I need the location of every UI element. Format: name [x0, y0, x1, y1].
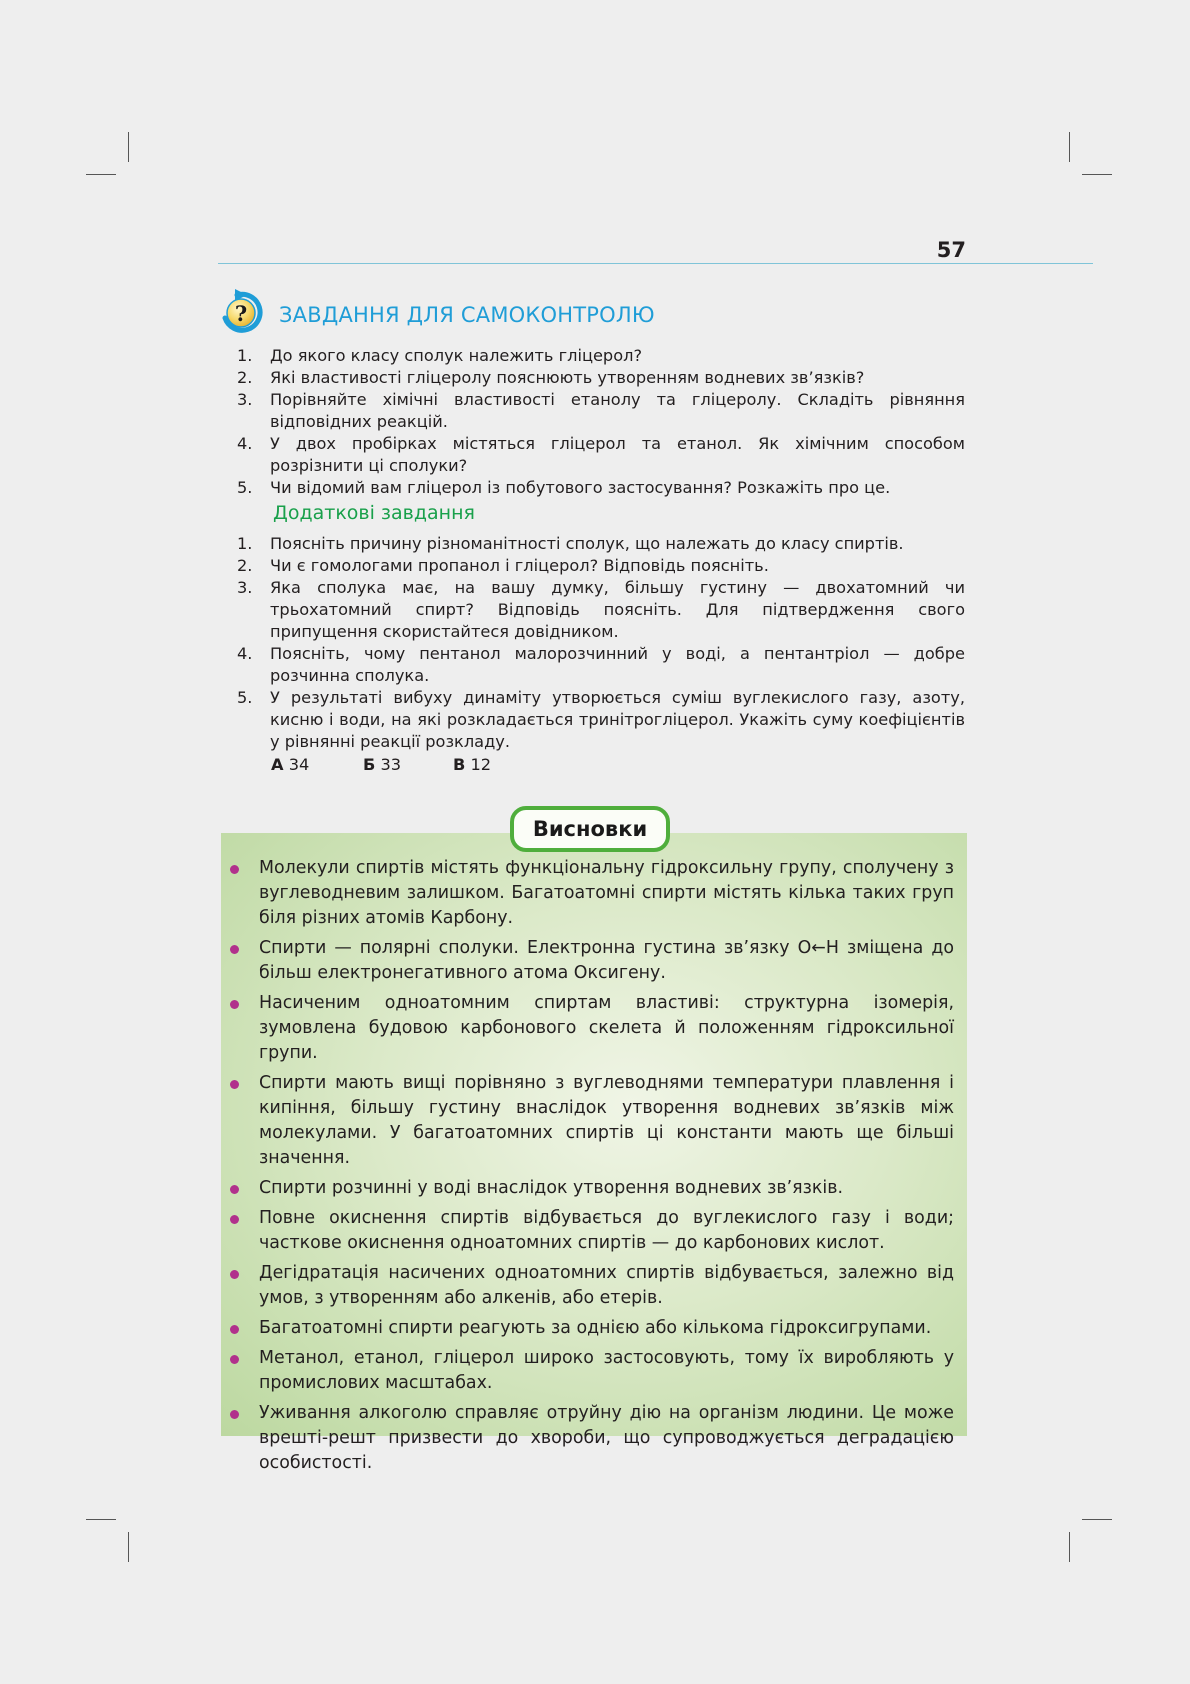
- page-number: 57: [936, 238, 966, 262]
- answer-options: [271, 754, 491, 776]
- list-item: [230, 991, 954, 1066]
- task-number: 2.: [237, 368, 253, 387]
- list-item: [230, 577, 965, 643]
- list-item: [230, 367, 965, 389]
- task-number: 3.: [237, 578, 253, 597]
- list-item: [230, 856, 954, 931]
- task-text: Поясніть, чому пентанол малорозчинний у воді, а пентантріол — добре розчинна сполука.: [270, 644, 965, 685]
- task-number: 5.: [237, 688, 253, 707]
- svg-text:?: ?: [234, 301, 248, 326]
- task-text: Чи є гомологами пропанол і гліцерол? Відповідь поясніть.: [270, 556, 769, 575]
- crop-mark: [1069, 132, 1070, 162]
- list-item: [230, 389, 965, 433]
- crop-mark: [86, 1519, 116, 1520]
- crop-mark: [1069, 1532, 1070, 1562]
- list-item: [230, 1071, 954, 1171]
- list-item: [230, 345, 965, 367]
- list-item: [230, 643, 965, 687]
- bullet-icon: [230, 1215, 239, 1224]
- header-rule: [218, 263, 1093, 264]
- list-item: [230, 555, 965, 577]
- conclusion-text: Насиченим одноатомним спиртам властиві: структурна ізомерія, зумовлена будовою карбонового скелета й положенням гідроксильної групи.: [259, 993, 954, 1063]
- task-text: Чи відомий вам гліцерол із побутового застосування? Розкажіть про це.: [270, 478, 891, 497]
- task-number: 1.: [237, 346, 253, 365]
- task-text: Яка сполука має, на вашу думку, більшу густину — двохатомний чи трьохатомний спирт? Відповідь поясніть. Для підтвердження свого припущення скористайтеся довідником.: [270, 578, 965, 641]
- question-mark-icon: [217, 288, 265, 336]
- list-item: [230, 1206, 954, 1256]
- answer-value: 12: [470, 755, 492, 774]
- extra-tasks-title: Додаткові завдання: [273, 502, 475, 524]
- list-item: [230, 936, 954, 986]
- task-number: 4.: [237, 644, 253, 663]
- bullet-icon: [230, 1270, 239, 1279]
- task-text: До якого класу сполук належить гліцерол?: [270, 346, 643, 365]
- task-text: У результаті вибуху динаміту утворюється суміш вуглекислого газу, азоту, кисню і води, на які розкладається тринітрогліцерол. Укажіть суму коефіцієнтів у рівнянні реакції розкладу.: [270, 688, 965, 751]
- conclusion-text: Спирти розчинні у воді внаслідок утворення водневих зв’язків.: [259, 1178, 843, 1198]
- list-item: [230, 1401, 954, 1476]
- list-item: [230, 1261, 954, 1311]
- conclusion-text: Дегідратація насичених одноатомних спиртів відбувається, залежно від умов, з утворенням або алкенів, або етерів.: [259, 1263, 954, 1308]
- conclusions-title: Висновки: [510, 806, 670, 852]
- conclusion-text: Метанол, етанол, гліцерол широко застосовують, тому їх виробляють у промислових масштабах.: [259, 1348, 954, 1393]
- conclusion-text: Повне окиснення спиртів відбувається до вуглекислого газу і води; часткове окиснення одноатомних спиртів — до карбонових кислот.: [259, 1208, 954, 1253]
- conclusion-text: Спирти — полярні сполуки. Електронна густина зв’язку O←H зміщена до більш електронегативного атома Оксигену.: [259, 938, 954, 983]
- bullet-icon: [230, 1000, 239, 1009]
- answer-letter: Б: [363, 755, 376, 774]
- list-item: [230, 687, 965, 753]
- list-item: [230, 1176, 954, 1201]
- self-control-task-list: [230, 345, 965, 499]
- bullet-icon: [230, 1355, 239, 1364]
- list-item: [230, 433, 965, 477]
- task-number: 5.: [237, 478, 253, 497]
- bullet-icon: [230, 1325, 239, 1334]
- conclusion-text: Спирти мають вищі порівняно з вуглеводнями температури плавлення і кипіння, більшу густину внаслідок утворення водневих зв’язків між молекулами. У багатоатомних спиртів ці константи мають ще більші значення.: [259, 1073, 954, 1168]
- bullet-icon: [230, 1410, 239, 1419]
- task-number: 2.: [237, 556, 253, 575]
- extra-task-list: [230, 533, 965, 753]
- list-item: [230, 477, 965, 499]
- conclusion-text: Молекули спиртів містять функціональну гідроксильну групу, сполучену з вуглеводневим залишком. Багатоатомні спирти містять кілька таких груп біля різних атомів Карбону.: [259, 858, 954, 928]
- list-item: [230, 1346, 954, 1396]
- conclusion-text: Багатоатомні спирти реагують за однією або кількома гідроксигрупами.: [259, 1318, 932, 1338]
- task-number: 4.: [237, 434, 253, 453]
- bullet-icon: [230, 1080, 239, 1089]
- bullet-icon: [230, 945, 239, 954]
- answer-value: 34: [288, 755, 310, 774]
- answer-option: [271, 754, 363, 776]
- answer-letter: В: [453, 755, 466, 774]
- answer-value: 33: [380, 755, 402, 774]
- task-text: Порівняйте хімічні властивості етанолу та гліцеролу. Складіть рівняння відповідних реакцій.: [270, 390, 965, 431]
- task-text: У двох пробірках містяться гліцерол та етанол. Як хімічним способом розрізнити ці сполуки?: [270, 434, 965, 475]
- bullet-icon: [230, 865, 239, 874]
- crop-mark: [128, 132, 129, 162]
- task-number: 1.: [237, 534, 253, 553]
- list-item: [230, 1316, 954, 1341]
- crop-mark: [1082, 174, 1112, 175]
- list-item: [230, 533, 965, 555]
- section-title: ЗАВДАННЯ ДЛЯ САМОКОНТРОЛЮ: [279, 303, 655, 327]
- task-text: Поясніть причину різноманітності сполук, що належать до класу спиртів.: [270, 534, 904, 553]
- answer-option: [453, 754, 491, 776]
- answer-option: [363, 754, 453, 776]
- bullet-icon: [230, 1185, 239, 1194]
- crop-mark: [128, 1532, 129, 1562]
- conclusion-text: Уживання алкоголю справляє отруйну дію на організм людини. Це може врешті-решт призвести до хвороби, що супроводжується деградацією особистості.: [259, 1403, 954, 1473]
- answer-letter: А: [271, 755, 284, 774]
- task-number: 3.: [237, 390, 253, 409]
- crop-mark: [86, 174, 116, 175]
- task-text: Які властивості гліцеролу пояснюють утворенням водневих зв’язків?: [270, 368, 865, 387]
- conclusions-list: [230, 856, 954, 1481]
- crop-mark: [1082, 1519, 1112, 1520]
